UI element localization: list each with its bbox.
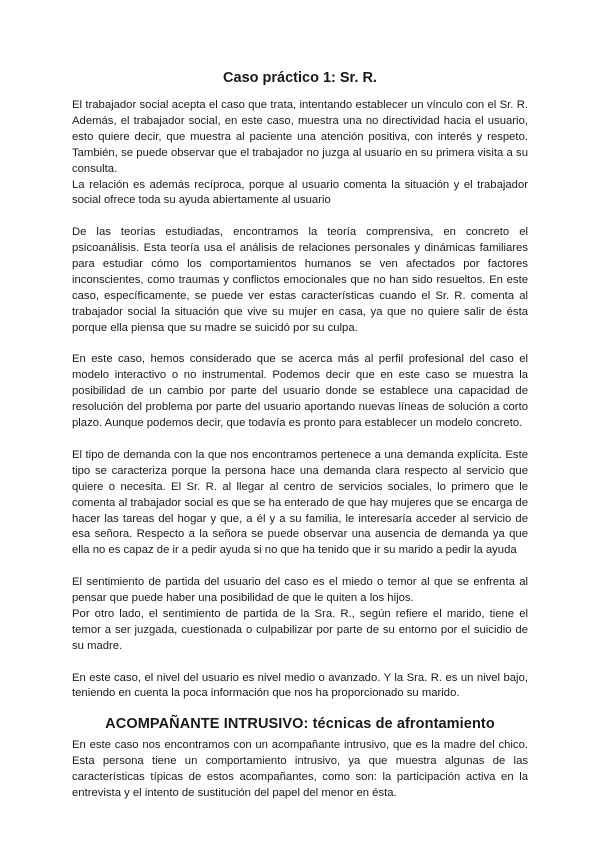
paragraph-acompanante: En este caso nos encontramos con un acompañante intrusivo, que es la madre del chico. Esta persona tiene un comportamiento intrusivo, ya que muestra algunas de las características típicas de estos acompañantes, como son: la participación activa en la entrevista y el intento de sustitución del papel del menor en ésta. [72,739,528,800]
paragraph-sentimiento-usuario: El sentimiento de partida del usuario del caso es el miedo o temor al que se enfrenta al pensar que puede haber una posibilidad de que le quiten a los hijos. [72,576,528,605]
paragraph-modelo: En este caso, hemos considerado que se acerca más al perfil profesional del caso el modelo interactivo o no instrumental. Podemos decir que en este caso se muestra la posibilidad de un cambio por parte del usuario donde se establece una capacidad de resolución del problema por parte del usuario aportando nuevas líneas de solución a corto plazo. Aunque podemos decir, que todavía es pronto para establecer un modelo concreto. [72,353,528,430]
paragraph-tratamiento: El trabajador social acepta el caso que trata, intentando establecer un vínculo con el Sr. R. Además, el trabajador social, en este caso, muestra una no directividad hacia el usuario, esto quiere decir, que muestra al paciente una atención positiva, con interés y respeto. También, se puede observar que el trabajador no juzga al usuario en su primera visita a su consulta. [72,99,528,175]
paragraph-demanda: El tipo de demanda con la que nos encontramos pertenece a una demanda explícita. Este tipo se caracteriza porque la persona hace una demanda clara respecto al servicio que quiere o necesita. El Sr. R. al llegar al centro de servicios sociales, lo primero que le comenta al trabajador social es que se ha enterado de que hay mujeres que se encarga de hacer las tareas del hogar y que, a él y a su familia, le interesaría acceder al servicio de esa señora. Respecto a la señora se puede observar una ausencia de demanda ya que ella no es capaz de ir a pedir ayuda si no que ha tenido que ir su marido a pedir la ayuda [72,448,528,557]
paragraph-relacion: La relación es además recíproca, porque al usuario comenta la situación y el trabajador social ofrece toda su ayuda abiertamente al usuario [72,178,528,207]
page-title: Caso práctico 1: Sr. R. [223,70,377,86]
paragraph-nivel: En este caso, el nivel del usuario es nivel medio o avanzado. Y la Sra. R. es un nivel bajo, teniendo en cuenta la poca información que nos ha proporcionado su marido. [72,671,528,700]
section-title: ACOMPAÑANTE INTRUSIVO: técnicas de afrontamiento [105,716,495,733]
paragraph-teoria: De las teorías estudiadas, encontramos la teoría comprensiva, en concreto el psicoanálisis. Esta teoría usa el análisis de relaciones personales y dinámicas familiares para estudiar cómo los comportamientos humanos se ven afectados por factores inconscientes, como traumas y conflictos emocionales que no han sido resueltos. En este caso, específicamente, se puede ver estas características cuando el Sr. R. comenta al trabajador social la situación que vive su mujer en casa, ya que no quiere salir de ésta porque ella piensa que su madre se suicidó por su culpa. [72,226,528,334]
paragraph-sentimiento-sra: Por otro lado, el sentimiento de partida de la Sra. R., según refiere el marido, tiene el temor a ser juzgada, cuestionada o culpabilizar por parte de su entorno por el suicidio de su madre. [72,607,528,652]
document-body [72,98,528,802]
